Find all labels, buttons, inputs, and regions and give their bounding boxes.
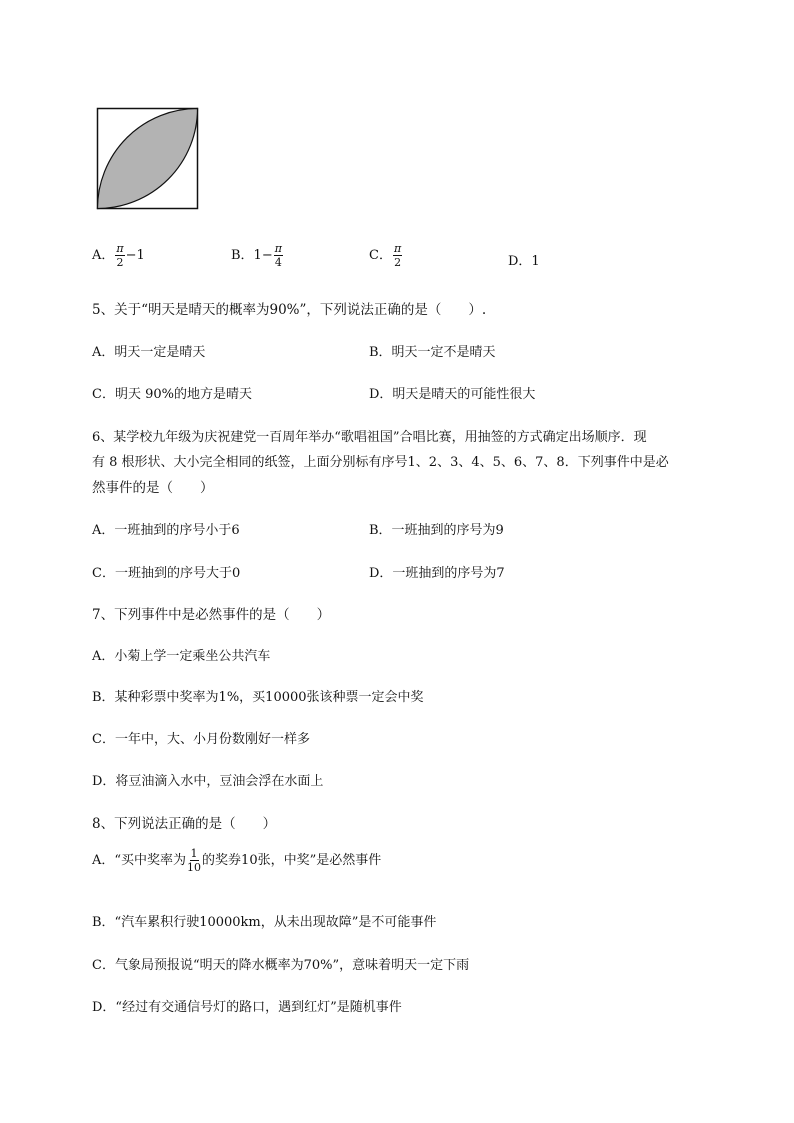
q4-option-c: C． $\frac{\pi}{2}$	[369, 242, 402, 269]
geometry-figure	[96, 107, 200, 211]
fraction-pi-over-4: $\frac{\pi}{4}$	[274, 242, 282, 269]
q5-option-d: D．明天是晴天的可能性很大	[369, 387, 536, 402]
fraction-pi-over-2: $\frac{\pi}{2}$	[116, 242, 124, 269]
q4-option-a: A． $\frac{\pi}{2}$ −1	[92, 242, 145, 269]
q6-stem-line1: 6、某学校九年级为庆祝建党一百周年举办“歌唱祖国”合唱比赛，用抽签的方式确定出场顺序．现	[92, 430, 647, 445]
fraction-one-tenth: $\frac{1}{10}$	[187, 847, 202, 874]
q6-option-a: A．一班抽到的序号小于6	[92, 523, 240, 538]
q8-option-c: C．气象局预报说“明天的降水概率为70%”，意味着明天一定下雨	[92, 958, 470, 973]
q5-option-a: A．明天一定是晴天	[92, 345, 206, 360]
q5-option-b: B．明天一定不是晴天	[369, 345, 496, 360]
q6-option-b: B．一班抽到的序号为9	[369, 523, 504, 538]
q4-option-b: B．1− $\frac{\pi}{4}$	[231, 242, 282, 269]
q4-option-d: D．1	[508, 254, 540, 269]
fraction-pi-over-2: $\frac{\pi}{2}$	[393, 242, 402, 269]
q7-option-d: D．将豆油滴入水中，豆油会浮在水面上	[92, 774, 324, 789]
q5-option-c: C．明天 90%的地方是晴天	[92, 387, 252, 402]
q6-option-c: C．一班抽到的序号大于0	[92, 566, 241, 581]
q7-option-b: B．某种彩票中奖率为1%，买10000张该种票一定会中奖	[92, 690, 424, 705]
q6-option-d: D．一班抽到的序号为7	[369, 566, 505, 581]
q8-stem: 8、下列说法正确的是（ ）	[92, 816, 277, 832]
q8-option-a: A．“买中奖率为 $\frac{1}{10}$ 的奖券10张，中奖”是必然事件	[92, 847, 382, 874]
q8-option-d: D．“经过有交通信号灯的路口，遇到红灯”是随机事件	[92, 1000, 402, 1015]
q5-stem: 5、关于“明天是晴天的概率为90%”，下列说法正确的是（ ）.	[92, 302, 487, 318]
q8-option-b: B．“汽车累积行驶10000km，从未出现故障”是不可能事件	[92, 915, 437, 930]
q6-stem-line3: 然事件的是（ ）	[92, 480, 214, 496]
q6-stem-line2: 有 8 根形状、大小完全相同的纸签，上面分别标有序号1、2、3、4、5、6、7、8．下列事件中是必	[92, 455, 669, 470]
q7-option-a: A．小菊上学一定乘坐公共汽车	[92, 649, 271, 664]
q7-option-c: C．一年中，大、小月份数刚好一样多	[92, 732, 310, 747]
q7-stem: 7、下列事件中是必然事件的是（ ）	[92, 607, 331, 623]
